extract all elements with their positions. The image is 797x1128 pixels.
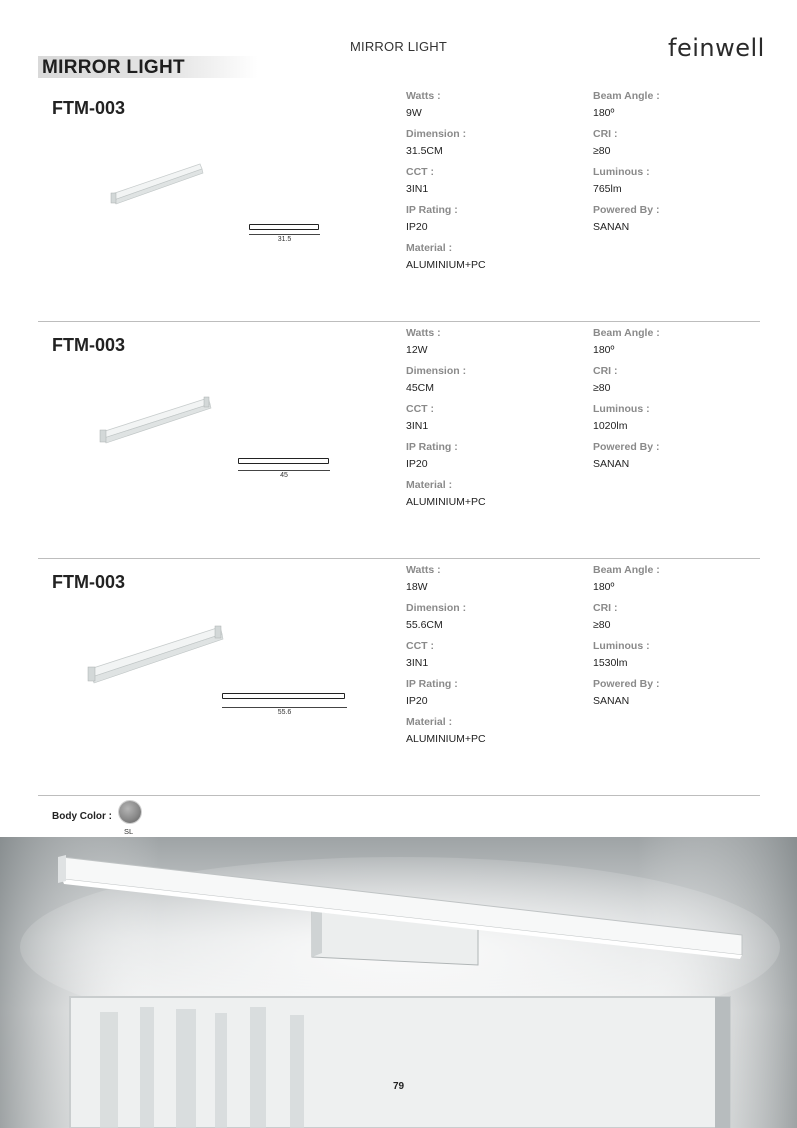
spec-label: Dimension : [406,602,467,614]
spec-label: Beam Angle : [593,564,660,576]
spec-label: Powered By : [593,441,660,453]
spec-cct [406,640,434,669]
product-block-1 [0,85,797,322]
spec-label: Powered By : [593,678,660,690]
spec-ip-rating [406,678,458,707]
product-model: FTM-003 [52,572,126,592]
spec-label: Beam Angle : [593,90,660,102]
spec-value: 18W [406,581,428,593]
spec-cri [593,602,618,631]
spec-value: 765lm [593,183,622,195]
dimension-label: 45 [280,472,288,479]
dimension-line [222,707,347,708]
spec-luminous [593,166,650,195]
spec-label: IP Rating : [406,204,458,216]
product-model: FTM-003 [52,335,126,355]
product-block-3 [0,559,797,796]
spec-value: 45CM [406,382,435,394]
spec-label: IP Rating : [406,441,458,453]
spec-cct [406,166,434,195]
spec-value: SANAN [593,695,630,707]
product-image [98,392,216,452]
spec-label: Material : [406,716,453,728]
spec-watts [406,327,441,356]
spec-value: 12W [406,344,428,356]
section-banner [38,56,258,78]
spec-dimension [406,602,466,631]
spec-dimension [406,128,466,157]
spec-dimension [406,365,466,394]
section-title: MIRROR LIGHT [42,57,185,78]
spec-beam-angle [593,90,660,119]
dimension-bar [249,224,319,230]
dimension-line [249,234,320,235]
spec-value: 9W [406,107,422,119]
spec-value: 55.6CM [406,619,443,631]
spec-value: ≥80 [593,619,611,631]
spec-value: SANAN [593,221,630,233]
spec-cri [593,365,618,394]
spec-label: Watts : [406,564,441,576]
spec-label: Watts : [406,90,441,102]
color-swatch [119,801,141,823]
spec-value: 3IN1 [406,183,429,195]
dimension-bar [238,458,329,464]
product-block-2 [0,322,797,559]
spec-label: CCT : [406,403,434,415]
spec-label: Powered By : [593,204,660,216]
spec-label: Beam Angle : [593,327,660,339]
spec-label: Material : [406,479,453,491]
page-number: 79 [392,1081,405,1092]
spec-value: ALUMINIUM+PC [406,259,486,271]
spec-luminous [593,403,650,432]
spec-label: IP Rating : [406,678,458,690]
header-title: MIRROR LIGHT [349,39,447,54]
spec-value: 1020lm [593,420,628,432]
spec-label: CRI : [593,602,618,614]
spec-value: 3IN1 [406,420,429,432]
product-image [86,621,228,691]
spec-beam-angle [593,327,660,356]
spec-watts [406,90,441,119]
spec-label: Dimension : [406,128,467,140]
spec-value: 31.5CM [406,145,443,157]
spec-label: CRI : [593,365,618,377]
spec-value: ≥80 [593,382,611,394]
spec-value: 180º [593,344,615,356]
spec-value: 1530lm [593,657,628,669]
spec-luminous [593,640,650,669]
spec-cct [406,403,434,432]
spec-material [406,716,486,745]
spec-label: Luminous : [593,166,650,178]
spec-label: CCT : [406,166,434,178]
product-image [108,160,208,210]
spec-ip-rating [406,204,458,233]
spec-value: ALUMINIUM+PC [406,733,486,745]
spec-value: 180º [593,581,615,593]
spec-value: ALUMINIUM+PC [406,496,486,508]
spec-ip-rating [406,441,458,470]
spec-watts [406,564,441,593]
spec-powered-by [593,204,660,233]
spec-value: IP20 [406,221,428,233]
dimension-label: 31.5 [277,236,292,243]
spec-beam-angle [593,564,660,593]
spec-value: IP20 [406,458,428,470]
body-color-label: Body Color : [52,811,112,822]
brand-logo: feinwell [668,34,765,62]
product-model: FTM-003 [52,98,126,118]
dimension-bar [222,693,345,699]
spec-powered-by [593,441,660,470]
spec-label: Luminous : [593,403,650,415]
spec-value: 180º [593,107,615,119]
spec-value: 3IN1 [406,657,429,669]
section-divider [38,795,760,796]
spec-label: Luminous : [593,640,650,652]
color-code: SL [124,827,134,836]
spec-label: Dimension : [406,365,467,377]
dimension-label: 55.6 [277,709,292,716]
spec-powered-by [593,678,660,707]
spec-cri [593,128,618,157]
spec-material [406,242,486,271]
spec-value: SANAN [593,458,630,470]
dimension-line [238,470,330,471]
spec-material [406,479,486,508]
spec-label: Material : [406,242,453,254]
spec-label: CRI : [593,128,618,140]
spec-label: CCT : [406,640,434,652]
spec-label: Watts : [406,327,441,339]
spec-value: IP20 [406,695,428,707]
spec-value: ≥80 [593,145,611,157]
